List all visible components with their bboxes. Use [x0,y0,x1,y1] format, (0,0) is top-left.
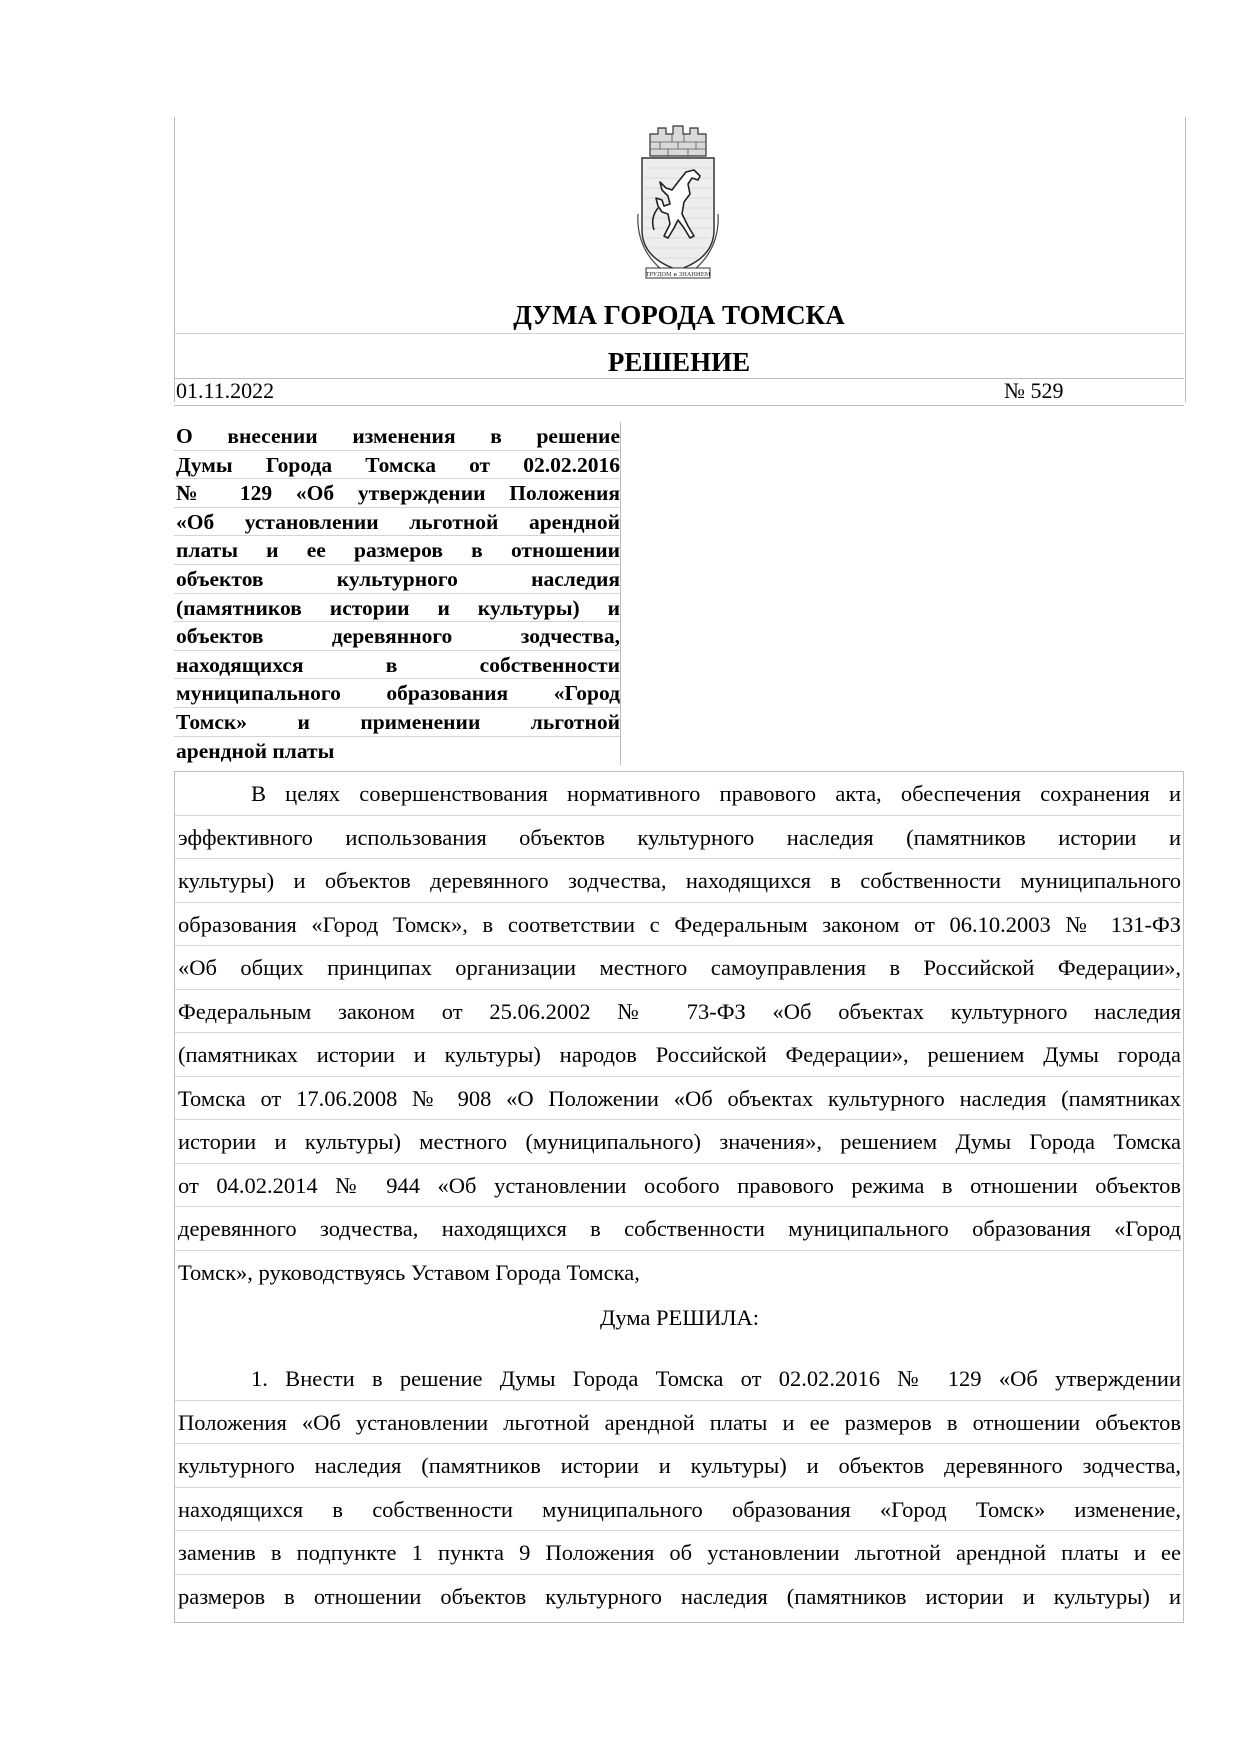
subject-line: Думы Города Томска от 02.02.2016 [174,451,620,480]
item1-line: культурного наследия (памятников истории и культуры) и объектов деревянного зодчества, [175,1444,1181,1488]
preamble-line: «Об общих принципах организации местного самоуправления в Российской Федерации», [175,946,1181,990]
decision-body [174,771,1184,1623]
subject-line: № 129 «Об утверждении Положения [174,479,620,508]
item1-line: 1. Внести в решение Думы Города Томска от 02.02.2016 № 129 «Об утверждении [175,1357,1181,1401]
tomsk-coat-of-arms-icon [628,118,728,292]
preamble-line: образования «Город Томск», в соответствии с Федеральным законом от 06.10.2003 № 131-ФЗ [175,903,1181,947]
item1-line: заменив в подпункте 1 пункта 9 Положения об установлении льготной арендной платы и ее [175,1531,1181,1575]
subject-line: «Об установлении льготной арендной [174,508,620,537]
subject-line: (памятников истории и культуры) и [174,594,620,623]
item1-line: размеров в отношении объектов культурного наследия (памятников истории и культуры) и [178,1583,1181,1609]
decision-subject [174,422,621,765]
subject-line: муниципального образования «Город [174,679,620,708]
subject-line: объектов деревянного зодчества, [174,622,620,651]
document-meta-row [174,378,1184,406]
preamble-line: деревянного зодчества, находящихся в собственности муниципального образования «Город [175,1207,1181,1251]
emblem-motto: ТРУДОМ и ЗНАНИЕМ [645,272,711,278]
preamble-line: от 04.02.2014 № 944 «Об установлении особого правового режима в отношении объектов [175,1164,1181,1208]
preamble-line: истории и культуры) местного (муниципального) значения», решением Думы Города Томска [175,1120,1181,1164]
subject-line: находящихся в собственности [174,651,620,680]
document-number: № 529 [1004,378,1064,403]
document-type: РЕШЕНИЕ [607,347,751,377]
subject-line: Томск» и применении льготной [174,708,620,737]
resolution-heading: Дума РЕШИЛА: [600,1305,759,1330]
item1-line: Положения «Об установлении льготной арендной платы и ее размеров в отношении объектов [175,1401,1181,1445]
organization-title: ДУМА ГОРОДА ТОМСКА [174,297,1184,334]
subject-line: объектов культурного наследия [174,565,620,594]
preamble-line: культуры) и объектов деревянного зодчества, находящихся в собственности муниципального [175,859,1181,903]
item1-line: находящихся в собственности муниципального образования «Город Томск» изменение, [175,1488,1181,1532]
preamble-line: Томск», руководствуясь Уставом Города Томска, [178,1259,640,1285]
preamble-line: В целях совершенствования нормативного правового акта, обеспечения сохранения и [175,772,1181,816]
subject-line: платы и ее размеров в отношении [174,536,620,565]
preamble-line: Томска от 17.06.2008 № 908 «О Положении «Об объектах культурного наследия (памятниках [175,1077,1181,1121]
preamble-line: (памятниках истории и культуры) народов Российской Федерации», решением Думы города [175,1033,1181,1077]
subject-line: арендной платы [176,738,335,763]
preamble-line: Федеральным законом от 25.06.2002 № 73-ФЗ «Об объектах культурного наследия [175,990,1181,1034]
preamble-line: эффективного использования объектов культурного наследия (памятников истории и [175,816,1181,860]
document-date: 01.11.2022 [176,378,275,403]
subject-line: О внесении изменения в решение [174,422,620,451]
